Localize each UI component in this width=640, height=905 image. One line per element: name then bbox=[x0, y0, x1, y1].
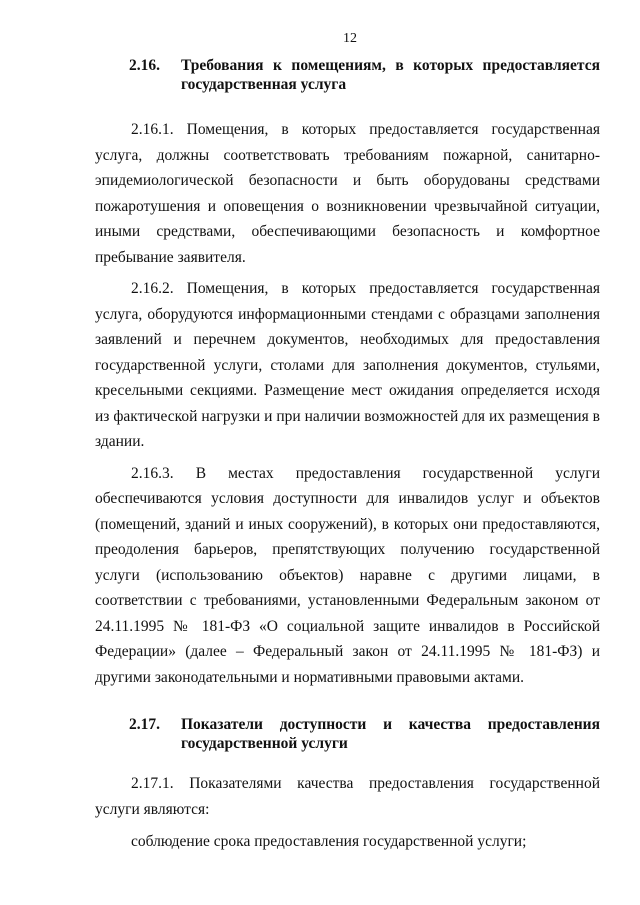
section-title: Требования к помещениям, в которых предоставляется государственная услуга bbox=[181, 57, 600, 93]
section-heading-2-17 bbox=[95, 715, 600, 753]
paragraph-2-16-3: 2.16.3. В местах предоставления государственной услуги обеспечиваются условия доступности для инвалидов услуг и объектов (помещений, зданий и иных сооружений), в которых они предоставляются, преодоления барьеров, препятствующих получению государственной услуги (использованию объектов) наравне с другими лицами, в соответствии с требованиями, установленными Федеральным законом от 24.11.1995 № 181-ФЗ «О социальной защите инвалидов в Российской Федерации» (далее – Федеральный закон от 24.11.1995 № 181-ФЗ) и другими законодательными и нормативными правовыми актами. bbox=[95, 464, 600, 686]
section-heading-2-16 bbox=[95, 56, 600, 94]
page-number: 12 bbox=[343, 31, 357, 46]
section-title: Показатели доступности и качества предоставления государственной услуги bbox=[181, 716, 600, 752]
paragraph-2-16-1: 2.16.1. Помещения, в которых предоставляется государственная услуга, должны соответствовать требованиям пожарной, санитарно-эпидемиологической безопасности и быть оборудованы средствами пожаротушения и оповещения о возникновении чрезвычайной ситуации, иными средствами, обеспечивающими безопасность и комфортное пребывание заявителя. bbox=[95, 121, 600, 266]
paragraph-2-16-2: 2.16.2. Помещения, в которых предоставляется государственная услуга, оборудуются информационными стендами с образцами заполнения заявлений и перечнем документов, необходимых для предоставления государственной услуги, столами для заполнения документов, стульями, кресельными секциями. Размещение мест ожидания определяется исходя из фактической нагрузки и при наличии возможностей для их размещения в здании. bbox=[95, 280, 600, 450]
section-number: 2.17. bbox=[129, 716, 160, 733]
section-number: 2.16. bbox=[129, 57, 160, 74]
paragraph-list-item: соблюдение срока предоставления государственной услуги; bbox=[131, 833, 527, 850]
paragraph-2-17-1: 2.17.1. Показателями качества предоставления государственной услуги являются: bbox=[95, 775, 600, 818]
document-body bbox=[95, 56, 600, 855]
